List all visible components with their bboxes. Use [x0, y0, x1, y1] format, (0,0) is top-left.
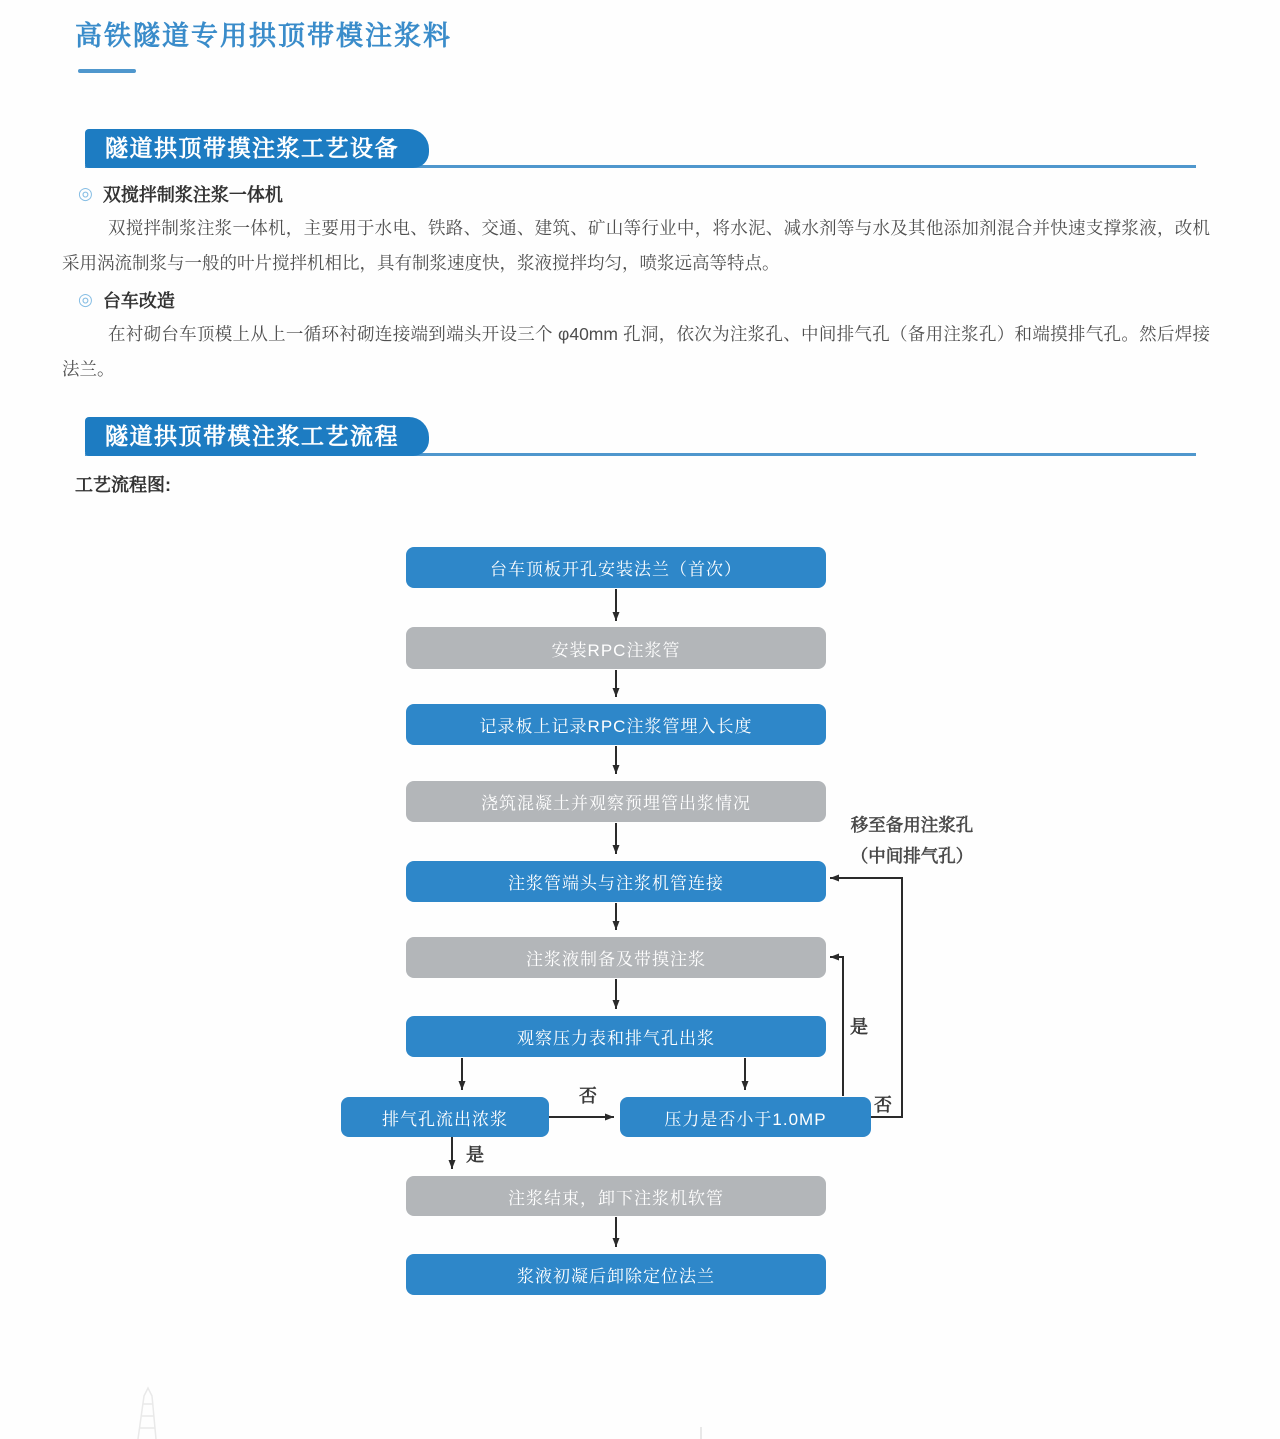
loop-annotation-line1: 移至备用注浆孔 [850, 815, 974, 835]
flow-node-remove-flange: 浆液初凝后卸除定位法兰 [406, 1254, 826, 1295]
flow-diagram-label: 工艺流程图: [75, 475, 171, 495]
flow-node-vent-thick-grout: 排气孔流出浓浆 [341, 1097, 549, 1137]
edge-label-no-horizontal: 否 [579, 1086, 597, 1106]
heading-mixer [78, 181, 283, 207]
section-banner-equipment: 隧道拱顶带摸注浆工艺设备 [85, 129, 429, 168]
scan-smudge [700, 1427, 702, 1439]
flow-node-finish-grouting: 注浆结束，卸下注浆机软管 [406, 1176, 826, 1216]
flow-node-pressure-check: 压力是否小于1.0MP [620, 1097, 871, 1137]
flow-node-pour-concrete: 浇筑混凝土并观察预埋管出浆情况 [406, 781, 826, 822]
flow-node-install-flange: 台车顶板开孔安装法兰（首次） [406, 547, 826, 588]
flow-node-observe-pressure: 观察压力表和排气孔出浆 [406, 1016, 826, 1057]
paragraph-mixer: 双搅拌制浆注浆一体机，主要用于水电、铁路、交通、建筑、矿山等行业中，将水泥、减水剂等与水及其他添加剂混合并快速支撑浆液，改机采用涡流制浆与一般的叶片搅拌机相比，具有制浆速度快，浆液搅拌均匀，喷浆远高等特点。 [62, 218, 1210, 273]
flow-node-record-length: 记录板上记录RPC注浆管埋入长度 [406, 704, 826, 745]
heading-trolley-label: 台车改造 [102, 291, 175, 311]
loop-annotation-line2: （中间排气孔） [850, 846, 974, 866]
section-banner-process: 隧道拱顶带模注浆工艺流程 [85, 417, 429, 456]
edge-label-yes-down: 是 [466, 1145, 484, 1165]
page-title: 高铁隧道专用拱顶带模注浆料 [75, 21, 452, 51]
title-underline [78, 69, 136, 73]
flow-node-install-rpc-pipe: 安装RPC注浆管 [406, 627, 826, 669]
building-watermark-icon [128, 1386, 192, 1439]
flow-node-connect-pipe: 注浆管端头与注浆机管连接 [406, 861, 826, 902]
double-circle-bullet-icon: ◎ [78, 184, 93, 203]
heading-trolley [78, 287, 175, 313]
double-circle-bullet-icon: ◎ [78, 290, 93, 309]
paragraph-trolley: 在衬砌台车顶模上从上一循环衬砌连接端到端头开设三个 φ40mm 孔洞，依次为注浆孔、中间排气孔（备用注浆孔）和端摸排气孔。然后焊接法兰。 [62, 324, 1210, 379]
edge-label-no-outer-loop: 否 [874, 1095, 892, 1115]
flow-node-prepare-grout: 注浆液制备及带摸注浆 [406, 937, 826, 978]
edge-label-yes-inner-loop: 是 [850, 1017, 868, 1037]
loop-annotation [830, 810, 994, 872]
heading-mixer-label: 双搅拌制浆注浆一体机 [102, 185, 283, 205]
